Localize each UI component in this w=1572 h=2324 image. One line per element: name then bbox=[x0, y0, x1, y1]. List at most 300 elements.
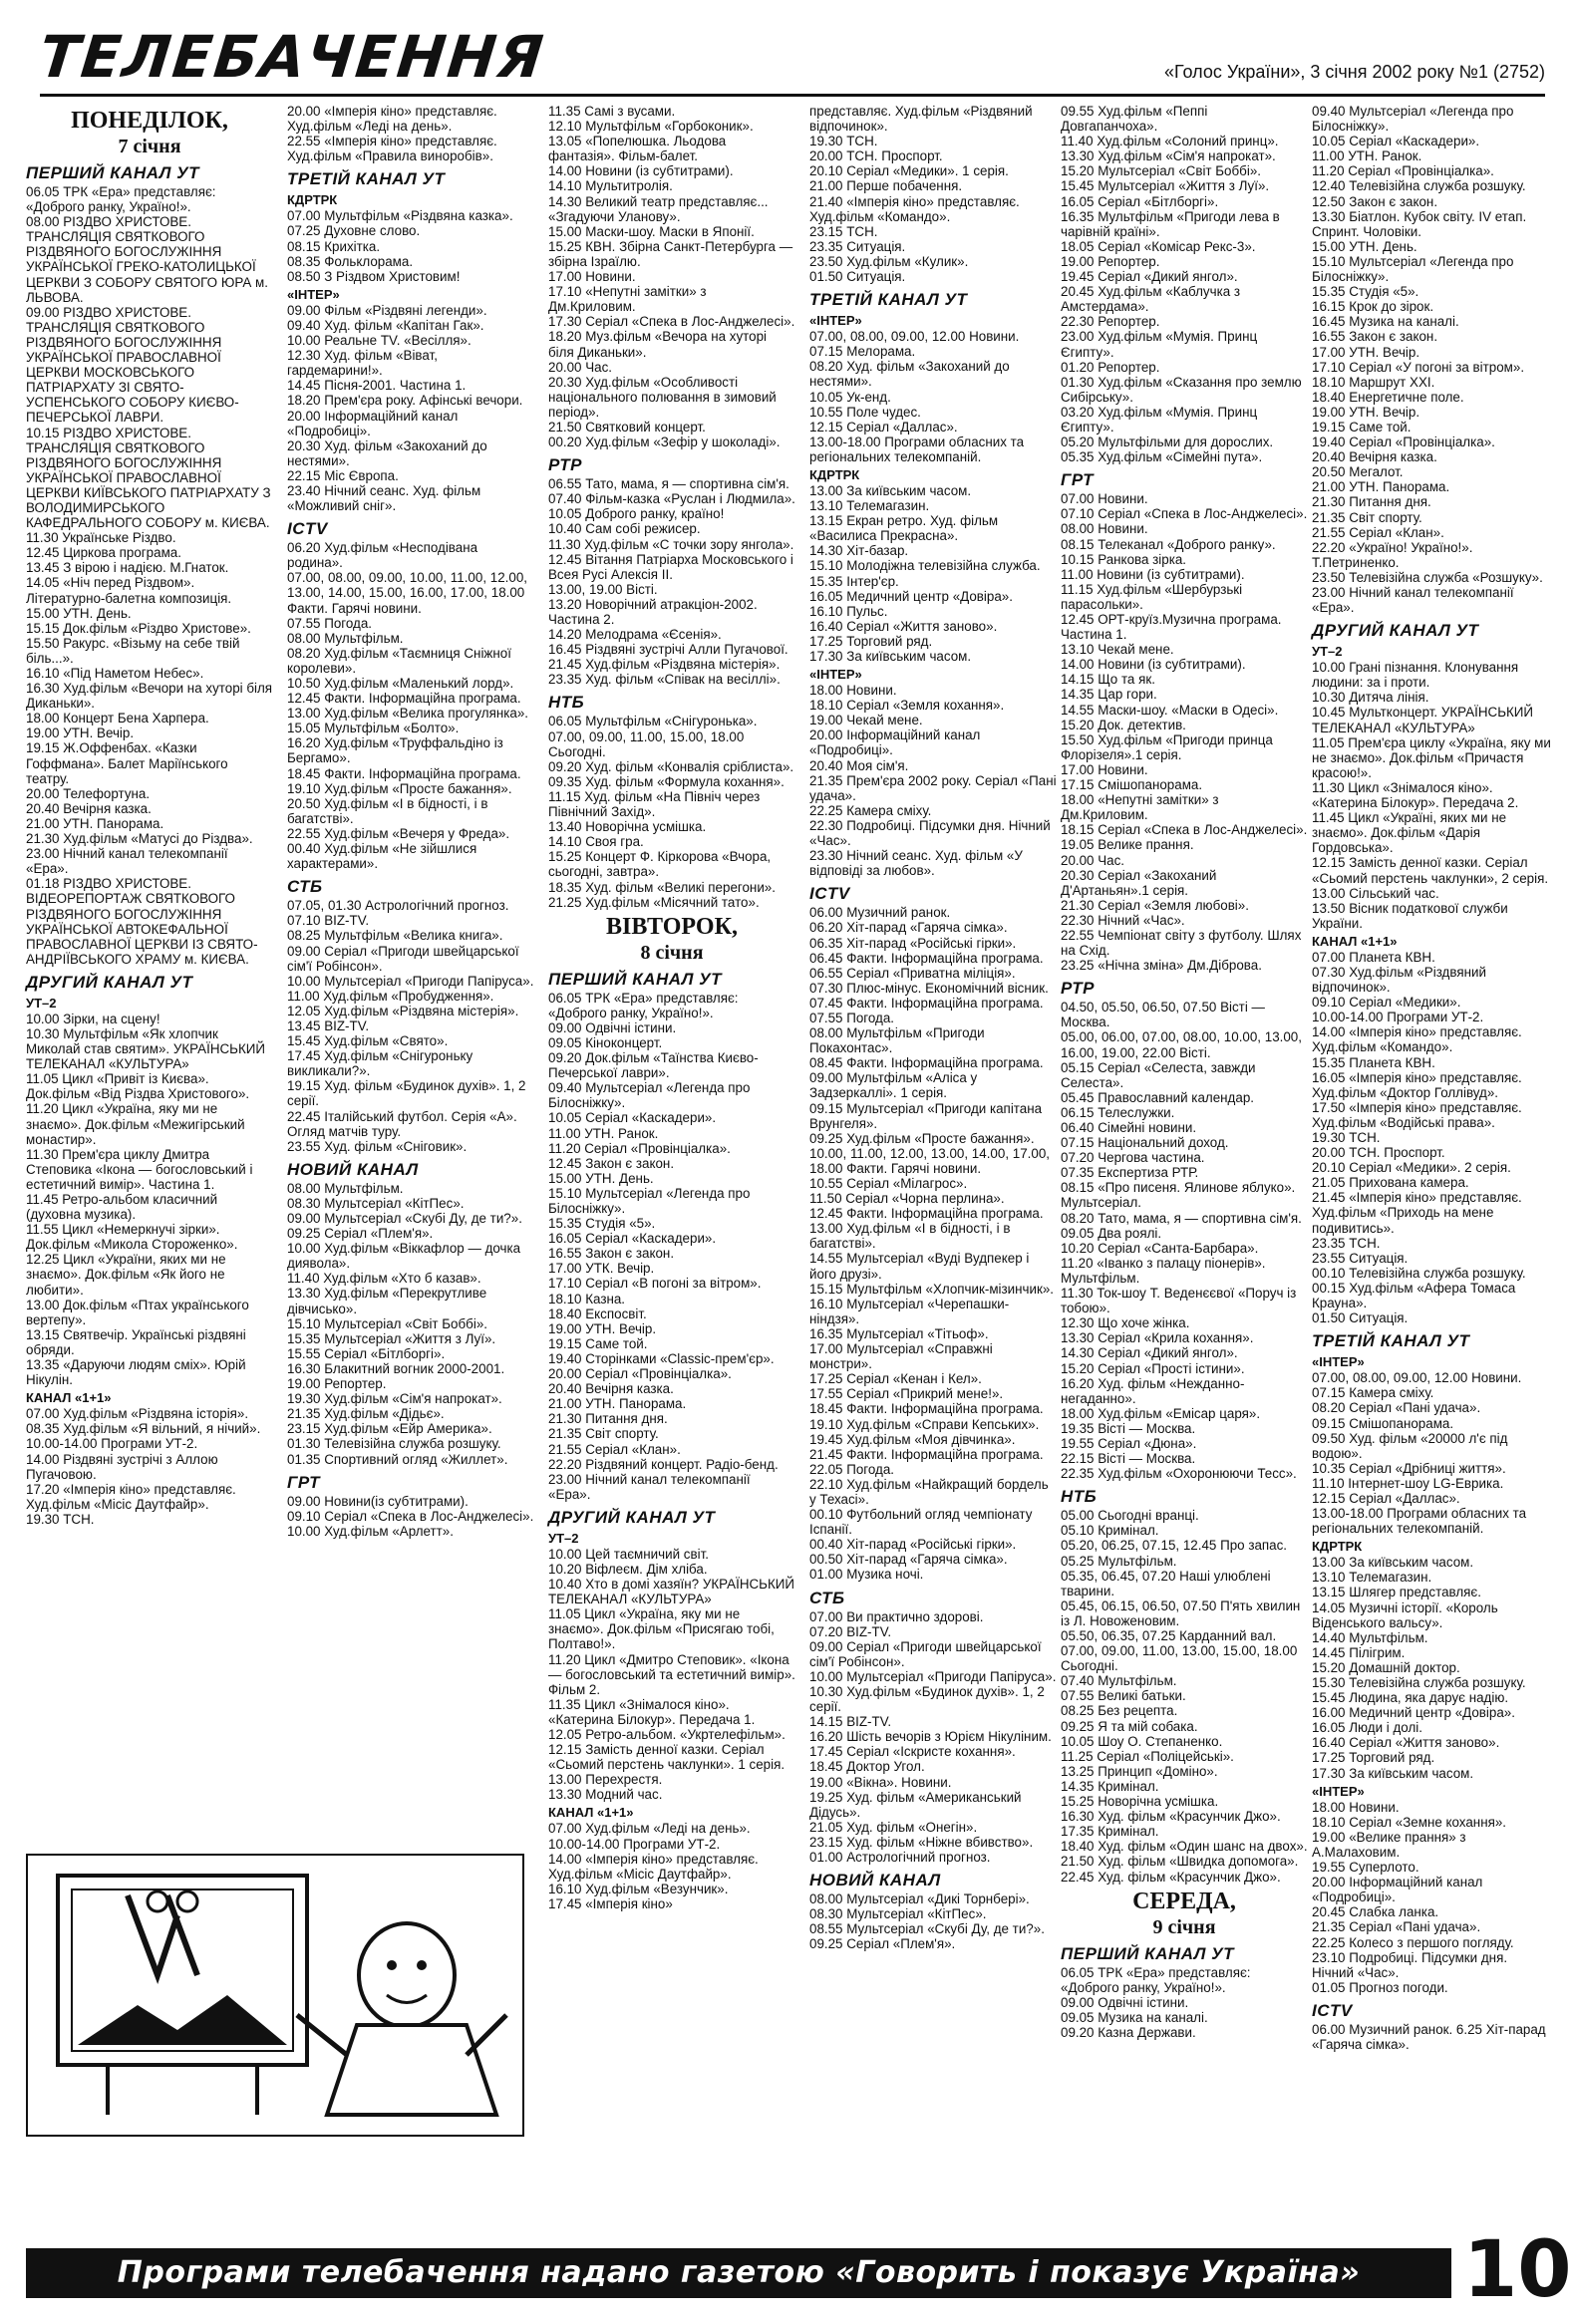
channel-heading: НОВИЙ КАНАЛ bbox=[809, 1871, 941, 1890]
program-entry: 14.15 BIZ-TV. bbox=[809, 1714, 892, 1730]
program-entry: 08.00 Мультсеріал «Дикі Торнбері». bbox=[809, 1891, 1030, 1907]
program-entry: 14.20 Мелодрама «Єсенія». bbox=[548, 627, 722, 643]
program-entry: 19.15 Худ. фільм «Будинок духів». 1, 2 серії. bbox=[287, 1078, 530, 1109]
channel-heading: ICTV bbox=[809, 884, 850, 904]
program-entry: 17.45 Серіал «Іскристе кохання». bbox=[809, 1744, 1016, 1760]
program-entry: 09.10 Серіал «Медики». bbox=[1312, 995, 1461, 1011]
subchannel-heading: КДРТРК bbox=[287, 192, 338, 208]
program-entry: 15.50 Худ.фільм «Пригоди принца Флорізеля».1 серія. bbox=[1061, 731, 1277, 762]
program-entry: 12.40 Телевізійна служба розшуку. bbox=[1312, 178, 1526, 194]
program-entry: 06.05 Мультфільм «Снігуронька». bbox=[548, 714, 758, 729]
program-entry: 07.00 Планета КВН. bbox=[1312, 949, 1435, 965]
program-entry: 21.30 Серіал «Земля любові». bbox=[1061, 897, 1249, 913]
channel-heading: ТРЕТІЙ КАНАЛ УТ bbox=[1312, 1331, 1470, 1351]
program-entry: 09.50 Худ. фільм «20000 л'є під водою». bbox=[1312, 1430, 1512, 1461]
program-entry: 12.45 Факти. Інформаційна програма. bbox=[809, 1206, 1044, 1222]
program-entry: 16.40 Серіал «Життя заново». bbox=[809, 618, 998, 634]
program-entry: 15.25 Концерт Ф. Кіркорова «Вчора, сьогодні, завтра». bbox=[548, 849, 775, 880]
program-entry: 16.30 Блакитний вогник 2000-2001. bbox=[287, 1360, 505, 1376]
program-entry: 10.05 Серіал «Каскадери». bbox=[1312, 134, 1480, 149]
channel-heading: НТБ bbox=[548, 693, 585, 713]
program-entry: 21.35 Прем'єра 2002 року. Серіал «Пані удача». bbox=[809, 772, 1061, 803]
program-entry: 07.35 Експертиза РТР. bbox=[1061, 1165, 1199, 1181]
program-entry: 19.00 «Вікна». Новини. bbox=[809, 1774, 952, 1790]
program-entry: 15.15 Мультфільм «Хлопчик-мізинчик». bbox=[809, 1281, 1055, 1297]
program-entry: 10.00 Реальне TV. «Весілля». bbox=[287, 333, 472, 349]
program-entry: 13.20 Новорічний атракціон-2002. Частина 2. bbox=[548, 596, 762, 627]
program-entry: 13.10 Чекай мене. bbox=[1061, 642, 1174, 658]
program-entry: 13.30 Серіал «Крила кохання». bbox=[1061, 1330, 1254, 1346]
program-entry: 13.40 Новорічна усмішка. bbox=[548, 819, 707, 835]
program-entry: 19.30 ТСН. bbox=[26, 1511, 95, 1527]
program-entry: 08.15 Крихітка. bbox=[287, 238, 381, 254]
program-entry: 16.10 Худ.фільм «Везунчик». bbox=[548, 1881, 729, 1896]
program-entry: 10.55 Серіал «Мілагрос». bbox=[809, 1176, 968, 1191]
cartoon-illustration bbox=[26, 1854, 524, 2137]
program-entry: 12.05 Худ.фільм «Різдвяна містерія». bbox=[287, 1003, 519, 1018]
program-entry: 17.10 «Непутні замітки» з Дм.Криловим. bbox=[548, 284, 711, 315]
program-entry: 11.30 Українське Різдво. bbox=[26, 530, 176, 546]
program-entry: 19.15 Саме той. bbox=[1312, 419, 1412, 435]
program-entry: 01.35 Спортивний огляд «Жиллет». bbox=[287, 1451, 508, 1467]
program-entry: 09.25 Серіал «Плем'я». bbox=[809, 1936, 956, 1952]
program-entry: 06.55 Серіал «Приватна міліція». bbox=[809, 965, 1016, 981]
program-entry: 10.00-14.00 Програми УТ-2. bbox=[548, 1836, 721, 1852]
program-entry: 15.30 Телевізійна служба розшуку. bbox=[1312, 1675, 1526, 1690]
program-entry: 12.45 ОРТ-круїз.Музична програма. Частина 1. bbox=[1061, 612, 1286, 643]
program-entry: 15.00 УТН. День. bbox=[548, 1170, 654, 1186]
program-entry: 13.30 Худ.фільм «Сім'я напрокат». bbox=[1061, 148, 1276, 164]
program-entry: 05.45, 06.15, 06.50, 07.50 П'ять хвилин із Л. Новоженовим. bbox=[1061, 1598, 1305, 1628]
program-entry: 16.55 Закон є закон. bbox=[548, 1246, 675, 1262]
program-entry: 15.45 Мультсеріал «Життя з Луї». bbox=[1061, 178, 1270, 194]
program-entry: 10.05 Ук-енд. bbox=[809, 389, 891, 405]
program-entry: 06.45 Факти. Інформаційна програма. bbox=[809, 950, 1044, 966]
program-entry: 21.30 Худ.фільм «Матусі до Різдва». bbox=[26, 831, 253, 847]
program-entry: 20.00 «Імперія кіно» представляє. Худ.фільм «Леді на день». bbox=[287, 104, 501, 135]
subchannel-heading: УТ–2 bbox=[26, 995, 57, 1011]
program-entry: 23.15 ТСН. bbox=[809, 223, 878, 239]
program-entry: 18.45 Доктор Угол. bbox=[809, 1759, 925, 1775]
program-entry: 11.00 Новини (із субтитрами). bbox=[1061, 566, 1245, 582]
subchannel-heading: «ІНТЕР» bbox=[1312, 1783, 1365, 1799]
program-entry: 13.15 Шлягер представляє. bbox=[1312, 1585, 1481, 1600]
program-entry: 05.45 Православний календар. bbox=[1061, 1089, 1254, 1105]
program-entry: 14.00 Новини (із субтитрами). bbox=[548, 163, 734, 179]
program-entry: 14.10 Мультитролія. bbox=[548, 178, 673, 194]
program-entry: 17.10 Серіал «В погоні за вітром». bbox=[548, 1276, 762, 1292]
program-entry: 21.55 Серіал «Клан». bbox=[548, 1441, 681, 1457]
program-entry: 12.30 Що хоче жінка. bbox=[1061, 1315, 1190, 1331]
program-entry: 01.30 Телевізійна служба розшуку. bbox=[287, 1436, 501, 1452]
program-entry: 21.35 Серіал «Пані удача». bbox=[1312, 1919, 1481, 1935]
program-entry: 23.50 Худ.фільм «Кулик». bbox=[809, 253, 969, 269]
program-entry: 19.30 ТСН. bbox=[1312, 1130, 1381, 1145]
program-entry: 21.25 Худ.фільм «Місячний тато». bbox=[548, 894, 760, 910]
program-entry: 15.35 Планета КВН. bbox=[1312, 1054, 1435, 1070]
program-entry: 14.05 Музичні історії. «Король Віденського вальсу». bbox=[1312, 1599, 1502, 1630]
program-entry: 05.00, 06.00, 07.00, 08.00, 10.00, 13.00, 16.00, 19.00, 22.00 Вісті. bbox=[1061, 1029, 1306, 1060]
column-3 bbox=[548, 104, 799, 2132]
program-entry: 08.30 Мультсеріал «КітПес». bbox=[287, 1195, 465, 1211]
program-entry: 14.15 Що та як. bbox=[1061, 672, 1155, 688]
program-entry: 15.35 Інтер'єр. bbox=[809, 573, 899, 589]
program-entry: 05.15 Серіал «Селеста, завжди Селеста». bbox=[1061, 1059, 1260, 1090]
subchannel-heading: КАНАЛ «1+1» bbox=[26, 1390, 112, 1406]
program-entry: 14.05 «Ніч перед Різдвом». Літературно-балетна композиція. bbox=[26, 575, 232, 606]
program-entry: 16.05 Люди і долі. bbox=[1312, 1720, 1422, 1736]
subchannel-heading: КДРТРК bbox=[809, 466, 860, 482]
program-entry: 18.45 Факти. Інформаційна програма. bbox=[809, 1401, 1044, 1417]
program-entry: 22.30 Подробиці. Підсумки дня. Нічний «Час». bbox=[809, 817, 1055, 849]
program-entry: 17.30 Серіал «Спека в Лос-Анджелесі». bbox=[548, 314, 795, 330]
program-entry: 08.45 Факти. Інформаційна програма. bbox=[809, 1055, 1044, 1071]
program-entry: 17.25 Серіал «Кенан і Кел». bbox=[809, 1371, 982, 1387]
program-entry: 09.55 Худ.фільм «Пеппі Довгапанчоха». bbox=[1061, 104, 1212, 135]
program-entry: 06.05 ТРК «Ера» представляє: «Доброго ранку, Україно!». bbox=[26, 184, 220, 215]
program-entry: 23.35 ТСН. bbox=[1312, 1235, 1381, 1251]
program-entry: 21.45 «Імперія кіно» представляє. Худ.фільм «Приходь на мене подивитись». bbox=[1312, 1190, 1526, 1236]
program-entry: 06.20 Хіт-парад «Гаряча сімка». bbox=[809, 920, 1008, 936]
program-entry: 15.20 Серіал «Прості істини». bbox=[1061, 1360, 1245, 1376]
program-entry: 23.15 Худ. фільм «Ніжне вбивство». bbox=[809, 1834, 1034, 1850]
program-entry: 18.45 Факти. Інформаційна програма. bbox=[287, 765, 521, 781]
program-entry: 09.35 Худ. фільм «Формула кохання». bbox=[548, 773, 785, 789]
program-entry: 13.15 Екран ретро. Худ. фільм «Василиса Прекрасна». bbox=[809, 513, 1002, 544]
program-entry: 18.00 Худ.фільм «Емісар царя». bbox=[1061, 1405, 1261, 1421]
program-entry: 00.10 Телевізійна служба розшуку. bbox=[1312, 1265, 1526, 1281]
program-entry: 07.45 Факти. Інформаційна програма. bbox=[809, 995, 1044, 1011]
tv-listings bbox=[26, 104, 1555, 2132]
program-entry: 19.55 Суперлото. bbox=[1312, 1860, 1419, 1876]
program-entry: 13.00, 19.00 Вісті. bbox=[548, 581, 658, 597]
program-entry: 17.30 За київським часом. bbox=[809, 649, 972, 664]
program-entry: 08.20 Тато, мама, я — спортивна сім'я. bbox=[1061, 1210, 1302, 1226]
subchannel-heading: КАНАЛ «1+1» bbox=[548, 1805, 634, 1821]
program-entry: 22.20 «Україно! Україно!». Т.Петриненко. bbox=[1312, 539, 1477, 570]
program-entry: 15.35 Студія «5». bbox=[548, 1216, 656, 1232]
program-entry: 09.20 Худ. фільм «Конвалія сріблиста». bbox=[548, 758, 794, 774]
program-entry: 10.00-14.00 Програми УТ-2. bbox=[1312, 1010, 1484, 1025]
program-entry: 14.00 Різдвяні зустрічі з Аллою Пугачовою. bbox=[26, 1451, 222, 1482]
program-entry: 01.00 Музика ночі. bbox=[809, 1567, 924, 1583]
channel-heading: ДРУГИЙ КАНАЛ УТ bbox=[548, 1507, 716, 1527]
program-entry: 11.30 Худ.фільм «С точки зору янгола». bbox=[548, 536, 794, 552]
program-entry: 12.30 Худ. фільм «Віват, гардемарини!». bbox=[287, 348, 442, 379]
program-entry: 18.10 Серіал «Земля кохання». bbox=[809, 698, 1005, 714]
channel-heading: ТРЕТІЙ КАНАЛ УТ bbox=[287, 169, 446, 189]
program-entry: 00.40 Худ.фільм «Не зійшлися характерами». bbox=[287, 841, 480, 872]
program-entry: 14.30 Великий театр представляє... «Згадуючи Уланову». bbox=[548, 193, 773, 224]
program-entry: 19.40 Сторінками «Classic-прем'єр». bbox=[548, 1350, 775, 1366]
program-entry: 15.20 Док. детектив. bbox=[1061, 717, 1186, 732]
program-entry: 00.20 Худ.фільм «Зефір у шоколаді». bbox=[548, 435, 781, 450]
program-entry: 09.00 Одвічні істини. bbox=[548, 1019, 677, 1035]
program-entry: 07.15 Національний доход. bbox=[1061, 1135, 1229, 1151]
program-entry: 17.55 Серіал «Прикрий мене!». bbox=[809, 1386, 1004, 1402]
program-entry: 18.20 Муз.фільм «Вечора на хуторі біля Диканьки». bbox=[548, 329, 771, 360]
program-entry: 16.55 Закон є закон. bbox=[1312, 329, 1438, 345]
program-entry: 07.25 Духовне слово. bbox=[287, 223, 421, 239]
channel-heading: РТР bbox=[548, 455, 582, 475]
program-entry: 18.10 Серіал «Земне кохання». bbox=[1312, 1814, 1507, 1830]
program-entry: 08.00 Мультфільм «Пригоди Покахонтас». bbox=[809, 1025, 989, 1056]
program-entry: 10.15 Ранкова зірка. bbox=[1061, 551, 1187, 567]
channel-heading: ICTV bbox=[287, 519, 328, 539]
program-entry: 19.00 Репортер. bbox=[1061, 253, 1160, 269]
program-entry: 19.00 Чекай мене. bbox=[809, 713, 923, 728]
program-entry: 06.00 Музичний ранок. bbox=[809, 905, 951, 921]
program-entry: 08.35 Худ.фільм «Я вільний, я нічий». bbox=[26, 1421, 261, 1437]
program-entry: 09.40 Худ. фільм «Капітан Гак». bbox=[287, 317, 484, 333]
program-entry: 16.05 «Імперія кіно» представляє. Худ.фільм «Доктор Голлівуд». bbox=[1312, 1069, 1526, 1100]
program-entry: 15.10 Мультсеріал «Легенда про Білосніжку». bbox=[548, 1185, 755, 1216]
program-entry: 09.00 Мультфільм «Аліса у Задзеркаллі». 1 серія. bbox=[809, 1070, 981, 1101]
program-entry: 13.10 Телемагазин. bbox=[1312, 1570, 1432, 1586]
program-entry: 01.18 РІЗДВО ХРИСТОВЕ. ВІДЕОРЕПОРТАЖ СВЯТКОВОГО РІЗДВЯНОГО БОГОСЛУЖІННЯ УКРАЇНСЬКОЇ АВТОКЕФАЛЬНОЇ ПРАВОСЛАВНОЇ ЦЕРКВИ ІЗ СВЯТО-АНДРІЇВСЬКОГО ХРАМУ м. КИЄВА. bbox=[26, 876, 258, 967]
program-entry: 16.40 Серіал «Життя заново». bbox=[1312, 1735, 1500, 1751]
program-entry: 19.40 Серіал «Провінціалка». bbox=[1312, 435, 1495, 450]
page-number: 10 bbox=[1463, 2225, 1572, 2315]
program-entry: 22.45 Худ. фільм «Красунчик Джо». bbox=[1061, 1869, 1281, 1885]
program-entry: 19.00 «Велике прання» з А.Малаховим. bbox=[1312, 1829, 1470, 1860]
program-entry: 16.05 Медичний центр «Довіра». bbox=[809, 588, 1013, 604]
program-entry: 01.50 Ситуація. bbox=[1312, 1310, 1409, 1326]
program-entry: 11.10 Інтернет-шоу LG-Еврика. bbox=[1312, 1475, 1504, 1491]
program-entry: 15.45 Людина, яка дарує надію. bbox=[1312, 1690, 1509, 1706]
program-entry: 11.45 Цикл «Україні, яких ми не знаємо». Док.фільм «Дарія Гордовська». bbox=[1312, 810, 1510, 856]
program-entry: 13.10 Телемагазин. bbox=[809, 498, 930, 514]
program-entry: 16.30 Худ. фільм «Красунчик Джо». bbox=[1061, 1809, 1281, 1825]
program-entry: 14.35 Кримінал. bbox=[1061, 1778, 1159, 1794]
day-heading: ПОНЕДІЛОК, bbox=[71, 108, 228, 134]
program-entry: 21.00 Перше побачення. bbox=[809, 178, 963, 194]
program-entry: представляє. Худ.фільм «Різдвяний відпочинок». bbox=[809, 104, 1037, 135]
program-entry: 18.15 Серіал «Спека в Лос-Анджелесі». bbox=[1061, 822, 1308, 838]
program-entry: 19.05 Велике прання. bbox=[1061, 837, 1194, 853]
program-entry: 22.55 Худ.фільм «Вечеря у Фреда». bbox=[287, 825, 510, 841]
subchannel-heading: УТ–2 bbox=[1312, 644, 1343, 660]
program-entry: 23.00 Нічний канал телекомпанії «Ера». bbox=[26, 846, 232, 877]
program-entry: 07.00 Новини. bbox=[1061, 491, 1148, 507]
program-entry: 09.25 Я та мій собака. bbox=[1061, 1718, 1198, 1734]
program-entry: 11.00 УТН. Ранок. bbox=[1312, 148, 1422, 164]
program-entry: 12.15 Замість денної казки. Серіал «Сьомий перстень чаклунки», 2 серія. bbox=[1312, 855, 1549, 886]
program-entry: 17.15 Смішопанорама. bbox=[1061, 777, 1203, 793]
program-entry: 07.00, 08.00, 09.00, 12.00 Новини. bbox=[809, 329, 1020, 345]
program-entry: 15.00 УТН. День. bbox=[26, 605, 132, 621]
program-entry: 20.40 Вечірня казка. bbox=[26, 800, 152, 816]
channel-heading: СТБ bbox=[287, 877, 323, 897]
program-entry: 12.45 Закон є закон. bbox=[548, 1155, 675, 1171]
program-entry: 16.30 Худ.фільм «Вечори на хуторі біля Диканьки». bbox=[26, 681, 276, 712]
program-entry: 07.20 Чергова частина. bbox=[1061, 1150, 1205, 1166]
program-entry: 10.40 Хто в домі хазяїн? УКРАЇНСЬКИЙ ТЕЛЕКАНАЛ «КУЛЬТУРА» bbox=[548, 1577, 798, 1607]
program-entry: 13.00-18.00 Програми обласних та регіональних телекомпаній. bbox=[809, 434, 1028, 464]
program-entry: 10.00 Худ.фільм «Арлетт». bbox=[287, 1523, 454, 1539]
program-entry: 19.00 УТН. Вечір. bbox=[1312, 404, 1420, 420]
program-entry: 16.20 Худ. фільм «Нежданно-негаданно». bbox=[1061, 1375, 1245, 1406]
program-entry: 22.25 Колесо з першого погляду. bbox=[1312, 1934, 1514, 1950]
program-entry: 19.45 Серіал «Дикий янгол». bbox=[1061, 269, 1238, 285]
program-entry: 09.05 Два роялі. bbox=[1061, 1225, 1162, 1241]
program-entry: 09.00 Серіал «Пригоди швейцарської сім'ї Робінсон». bbox=[287, 943, 523, 974]
program-entry: 09.00 Одвічні істини. bbox=[1061, 1994, 1189, 2010]
channel-heading: ПЕРШИЙ КАНАЛ УТ bbox=[1061, 1943, 1235, 1963]
program-entry: 21.00 УТН. Панорама. bbox=[1312, 479, 1450, 495]
program-entry: 07.00 Худ.фільм «Різдвяна історія». bbox=[26, 1406, 249, 1422]
program-entry: 07.55 Погода. bbox=[809, 1010, 895, 1025]
program-entry: 23.50 Телевізійна служба «Розшуку». bbox=[1312, 569, 1543, 585]
channel-heading: ПЕРШИЙ КАНАЛ УТ bbox=[548, 969, 723, 989]
day-heading: СЕРЕДА, bbox=[1132, 1888, 1236, 1914]
program-entry: 18.40 Експосвіт. bbox=[548, 1306, 647, 1321]
program-entry: 10.05 Серіал «Каскадери». bbox=[548, 1110, 717, 1126]
program-entry: 23.00 Нічний канал телекомпанії «Ера». bbox=[548, 1471, 755, 1502]
program-entry: 11.20 Цикл «Україна, яку ми не знаємо». Док.фільм «Межигірський монастир». bbox=[26, 1101, 249, 1147]
program-entry: 10.30 Дитяча лінія. bbox=[1312, 690, 1429, 706]
program-entry: 15.35 Студія «5». bbox=[1312, 284, 1419, 300]
program-entry: 23.25 «Нічна зміна» Дм.Діброва. bbox=[1061, 958, 1262, 974]
program-entry: 07.00, 08.00, 09.00, 10.00, 11.00, 12.00, 13.00, 14.00, 15.00, 16.00, 17.00, 18.00 Факти. Гарячі новини. bbox=[287, 570, 531, 616]
program-entry: 22.15 Вісті — Москва. bbox=[1061, 1451, 1196, 1467]
program-entry: 10.05 Шоу О. Степаненко. bbox=[1061, 1733, 1223, 1749]
program-entry: 11.30 Ток-шоу Т. Веденєєвої «Поруч із тобою». bbox=[1061, 1286, 1301, 1316]
program-entry: 17.45 Худ.фільм «Снігуроньку викликали?». bbox=[287, 1048, 476, 1079]
program-entry: 11.05 Цикл «Привіт із Києва». Док.фільм «Від Різдва Христового». bbox=[26, 1071, 250, 1102]
program-entry: 05.50, 06.35, 07.25 Карданний вал. bbox=[1061, 1628, 1277, 1643]
program-entry: 08.50 З Різдвом Христовим! bbox=[287, 268, 461, 284]
program-entry: 19.25 Худ. фільм «Американський Дідусь». bbox=[809, 1789, 1026, 1820]
program-entry: 23.10 Подробиці. Підсумки дня. Нічний «Час». bbox=[1312, 1949, 1511, 1980]
program-entry: 09.00 Серіал «Пригоди швейцарської сім'ї Робінсон». bbox=[809, 1638, 1046, 1669]
program-entry: 11.20 «Іванко з палацу піонерів». Мультфільм. bbox=[1061, 1255, 1270, 1286]
program-entry: 13.00 Док.фільм «Птах українського вертепу». bbox=[26, 1297, 253, 1327]
program-entry: 15.20 Домашній доктор. bbox=[1312, 1659, 1460, 1675]
program-entry: 15.45 Худ.фільм «Свято». bbox=[287, 1033, 449, 1049]
program-entry: 09.15 Мультсеріал «Пригоди капітана Врунгеля». bbox=[809, 1100, 1046, 1131]
program-entry: 10.00-14.00 Програми УТ-2. bbox=[26, 1436, 198, 1452]
program-entry: 15.10 Мультсеріал «Світ Боббі». bbox=[287, 1315, 487, 1331]
program-entry: 23.00 Нічний канал телекомпанії «Ера». bbox=[1312, 585, 1518, 616]
program-entry: 09.00 РІЗДВО ХРИСТОВЕ. ТРАНСЛЯЦІЯ СВЯТКОВОГО РІЗДВЯНОГО БОГОСЛУЖІННЯ УКРАЇНСЬКОЇ ПРАВОСЛАВНОЇ ЦЕРКВИ МОСКОВСЬКОГО ПАТРІАРХАТУ ЗІ СВЯТО-УСПЕНСЬКОГО СОБОРУ КИЄВО-ПЕЧЕРСЬКОЇ ЛАВРИ. bbox=[26, 304, 239, 426]
program-entry: 19.30 Худ.фільм «Сім'я напрокат». bbox=[287, 1391, 502, 1407]
channel-heading: ПЕРШИЙ КАНАЛ УТ bbox=[26, 163, 200, 182]
date-heading: 7 січня bbox=[118, 136, 181, 157]
program-entry: 22.55 «Імперія кіно» представляє. Худ.фільм «Правила виноробів». bbox=[287, 134, 501, 164]
program-entry: 16.35 Мультфільм «Пригоди лева в чарівній країні». bbox=[1061, 208, 1284, 239]
program-entry: 19.00 УТН. Вечір. bbox=[548, 1320, 657, 1336]
program-entry: 23.00 Худ.фільм «Мумія. Принц Єгипту». bbox=[1061, 329, 1261, 360]
program-entry: 08.00 РІЗДВО ХРИСТОВЕ. ТРАНСЛЯЦІЯ СВЯТКОВОГО РІЗДВЯНОГО БОГОСЛУЖІННЯ УКРАЇНСЬКОЇ ГРЕКО-КАТОЛИЦЬКОЇ ЦЕРКВИ З СОБОРУ СВЯТОГО ЮРА м. ЛЬВОВА. bbox=[26, 214, 272, 305]
program-entry: 14.45 Пілігрим. bbox=[1312, 1644, 1406, 1660]
program-entry: 15.55 Серіал «Бітлборгі». bbox=[287, 1345, 446, 1361]
channel-heading: ТРЕТІЙ КАНАЛ УТ bbox=[809, 290, 968, 310]
program-entry: 12.15 Серіал «Даллас». bbox=[1312, 1490, 1460, 1506]
program-entry: 11.05 Цикл «Україна, яку ми не знаємо». Док.фільм «Присягаю тобі, Полтаво!». bbox=[548, 1606, 779, 1652]
program-entry: 14.55 Маски-шоу. «Маски в Одесі». bbox=[1061, 702, 1279, 718]
program-entry: 13.00 За київським часом. bbox=[809, 482, 972, 498]
program-entry: 17.25 Торговий ряд. bbox=[809, 633, 933, 649]
program-entry: 21.35 Світ спорту. bbox=[548, 1426, 659, 1442]
program-entry: 15.00 УТН. День. bbox=[1312, 238, 1417, 254]
program-entry: 19.45 Худ.фільм «Моя дівчинка». bbox=[809, 1431, 1016, 1447]
program-entry: 17.00 Мультсеріал «Справжні монстри». bbox=[809, 1341, 997, 1372]
program-entry: 14.35 Цар гори. bbox=[1061, 687, 1157, 703]
program-entry: 07.00, 08.00, 09.00, 12.00 Новини. bbox=[1312, 1370, 1522, 1386]
program-entry: 20.40 Моя сім'я. bbox=[809, 757, 909, 773]
program-entry: 13.00 Перехрестя. bbox=[548, 1772, 663, 1788]
program-entry: 23.35 Ситуація. bbox=[809, 238, 906, 254]
program-entry: 20.00 ТСН. Проспорт. bbox=[1312, 1145, 1445, 1161]
program-entry: 07.00 Ви практично здорові. bbox=[809, 1608, 984, 1624]
program-entry: 13.50 Вісник податкової служби України. bbox=[1312, 900, 1512, 931]
program-entry: 19.15 Саме той. bbox=[548, 1335, 648, 1351]
program-entry: 11.00 УТН. Ранок. bbox=[548, 1125, 659, 1141]
program-entry: 08.20 Худ.фільм «Таємниця Сніжної королеви». bbox=[287, 645, 515, 676]
program-entry: 20.10 Серіал «Медики». 1 серія. bbox=[809, 163, 1009, 179]
program-entry: 20.00 Інформаційний канал «Подробиці». bbox=[287, 408, 463, 438]
program-entry: 18.00 Новини. bbox=[1312, 1799, 1400, 1815]
program-entry: 11.45 Ретро-альбом класичний (духовна музика). bbox=[26, 1192, 221, 1223]
program-entry: 10.40 Сам собі режисер. bbox=[548, 521, 701, 537]
program-entry: 16.15 Крок до зірок. bbox=[1312, 299, 1434, 315]
program-entry: 16.05 Серіал «Каскадери». bbox=[548, 1231, 717, 1247]
program-entry: 07.20 BIZ-TV. bbox=[809, 1623, 892, 1639]
channel-heading: ДРУГИЙ КАНАЛ УТ bbox=[26, 972, 193, 992]
program-entry: 05.00 Сьогодні вранці. bbox=[1061, 1508, 1199, 1524]
program-entry: 11.35 Цикл «Знімалося кіно». «Катерина Білокур». Передача 1. bbox=[548, 1696, 756, 1727]
program-entry: 14.55 Мультсеріал «Вуді Вудпекер і його друзі». bbox=[809, 1251, 1034, 1282]
program-entry: 18.10 Казна. bbox=[548, 1291, 626, 1307]
program-entry: 14.00 «Імперія кіно» представляє. Худ.фільм «Місіс Даутфайр». bbox=[548, 1851, 763, 1882]
program-entry: 22.30 Репортер. bbox=[1061, 314, 1160, 330]
program-entry: 11.50 Серіал «Чорна перлина». bbox=[809, 1191, 1005, 1207]
program-entry: 21.00 УТН. Панорама. bbox=[548, 1396, 687, 1412]
program-entry: 20.30 Серіал «Закоханий Д'Артаньян».1 серія. bbox=[1061, 867, 1221, 898]
program-entry: 10.00 Мультсеріал «Пригоди Папіруса». bbox=[809, 1668, 1057, 1684]
program-entry: 15.10 Мультсеріал «Легенда про Білосніжку». bbox=[1312, 253, 1518, 285]
program-entry: 16.20 Шість вечорів з Юрієм Нікуліним. bbox=[809, 1729, 1052, 1745]
program-entry: 07.55 Погода. bbox=[287, 615, 373, 631]
column-1 bbox=[26, 104, 276, 2132]
program-entry: 05.10 Кримінал. bbox=[1061, 1523, 1159, 1539]
channel-heading: ГРТ bbox=[1061, 470, 1095, 490]
program-entry: 16.45 Різдвяні зустрічі Алли Пугачової. bbox=[548, 642, 788, 658]
program-entry: 17.00 УТН. Вечір. bbox=[1312, 344, 1420, 360]
program-entry: 11.30 Прем'єра циклу Дмитра Степовика «Ікона — богословський і естетичний вимір». Частина 1. bbox=[26, 1146, 257, 1192]
program-entry: 08.15 Телеканал «Доброго ранку». bbox=[1061, 536, 1276, 552]
program-entry: 07.15 Мелорама. bbox=[809, 344, 916, 360]
program-entry: 12.45 Вітання Патріарха Московського і Всея Русі Алексія II. bbox=[548, 551, 797, 582]
program-entry: 19.55 Серіал «Дюна». bbox=[1061, 1435, 1197, 1451]
program-entry: 20.45 Слабка ланка. bbox=[1312, 1904, 1439, 1920]
program-entry: 01.05 Прогноз погоди. bbox=[1312, 1979, 1448, 1995]
subchannel-heading: «ІНТЕР» bbox=[1312, 1354, 1365, 1370]
program-entry: 21.50 Худ. фільм «Швидка допомога». bbox=[1061, 1854, 1299, 1870]
channel-heading: ДРУГИЙ КАНАЛ УТ bbox=[1312, 621, 1479, 641]
program-entry: 10.55 Поле чудес. bbox=[809, 404, 921, 420]
program-entry: 01.20 Репортер. bbox=[1061, 359, 1160, 375]
program-entry: 12.45 Циркова програма. bbox=[26, 545, 181, 561]
program-entry: 13.00 За київським часом. bbox=[1312, 1555, 1474, 1571]
program-entry: 13.25 Принцип «Доміно». bbox=[1061, 1763, 1218, 1779]
program-entry: 13.00-18.00 Програми обласних та регіональних телекомпаній. bbox=[1312, 1506, 1530, 1537]
program-entry: 12.15 Замість денної казки. Серіал «Сьомий перстень чаклунки». 1 серія. bbox=[548, 1742, 786, 1773]
program-entry: 20.50 Худ.фільм «І в бідності, і в багатстві». bbox=[287, 795, 492, 826]
program-entry: 07.15 Камера сміху. bbox=[1312, 1385, 1434, 1401]
program-entry: 07.00, 09.00, 11.00, 13.00, 15.00, 18.00 Сьогодні. bbox=[1061, 1643, 1301, 1674]
